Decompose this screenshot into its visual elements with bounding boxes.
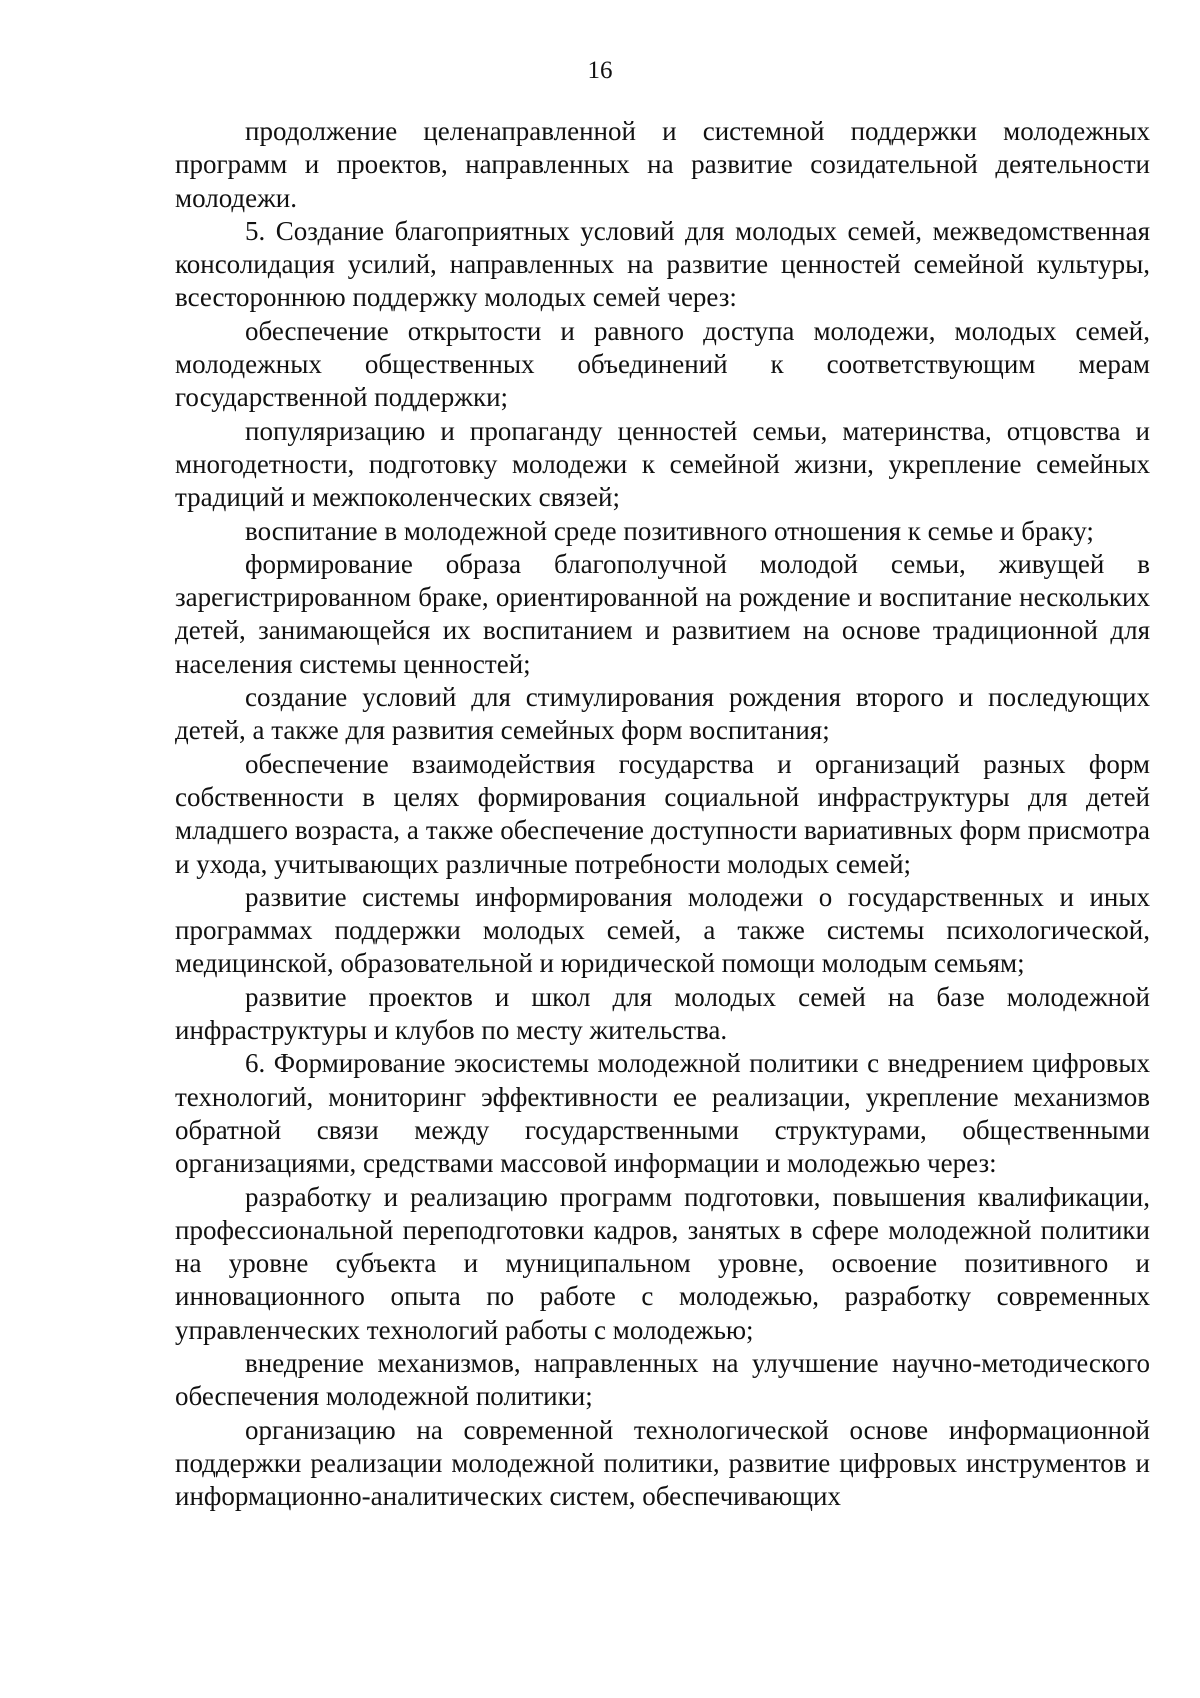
paragraph-6: формирование образа благополучной молодой семьи, живущей в зарегистрированном браке, ориентированной на рождение и воспитание нескольких детей, занимающейся их воспитанием и развитием на основе традиционной для населения системы ценностей; [175, 548, 1150, 679]
page-number: 16 [587, 57, 613, 84]
paragraph-13: внедрение механизмов, направленных на улучшение научно-методического обеспечения молодежной политики; [175, 1347, 1150, 1412]
paragraph-9: развитие системы информирования молодежи о государственных и иных программах поддержки молодых семей, а также системы психологической, медицинской, образовательной и юридической помощи молодым семьям; [175, 881, 1150, 979]
paragraph-10: развитие проектов и школ для молодых семей на базе молодежной инфраструктуры и клубов по месту жительства. [175, 981, 1150, 1046]
paragraph-4: популяризацию и пропаганду ценностей семьи, материнства, отцовства и многодетности, подготовку молодежи к семейной жизни, укрепление семейных традиций и межпоколенческих связей; [175, 415, 1150, 513]
paragraph-3: обеспечение открытости и равного доступа молодежи, молодых семей, молодежных общественных объединений к соответствующим мерам государственной поддержки; [175, 315, 1150, 413]
document-body [175, 115, 1150, 1513]
paragraph-14: организацию на современной технологической основе информационной поддержки реализации молодежной политики, развитие цифровых инструментов и информационно-аналитических систем, обеспечивающих [175, 1414, 1150, 1512]
paragraph-7: создание условий для стимулирования рождения второго и последующих детей, а также для развития семейных форм воспитания; [175, 682, 1150, 746]
paragraph-12: разработку и реализацию программ подготовки, повышения квалификации, профессиональной переподготовки кадров, занятых в сфере молодежной политики на уровне субъекта и муниципальном уровне, освоение позитивного и инновационного опыта по работе с молодежью, разработку современных управленческих технологий работы с молодежью; [175, 1181, 1150, 1345]
paragraph-8: обеспечение взаимодействия государства и организаций разных форм собственности в целях формирования социальной инфраструктуры для детей младшего возраста, а также обеспечение доступности вариативных форм присмотра и ухода, учитывающих различные потребности молодых семей; [175, 748, 1150, 879]
paragraph-2: 5. Создание благоприятных условий для молодых семей, межведомственная консолидация усилий, направленных на развитие ценностей семейной культуры, всестороннюю поддержку молодых семей через: [175, 215, 1150, 313]
paragraph-11: 6. Формирование экосистемы молодежной политики с внедрением цифровых технологий, мониторинг эффективности ее реализации, укрепление механизмов обратной связи между государственными структурами, общественными организациями, средствами массовой информации и молодежью через: [175, 1048, 1150, 1179]
paragraph-1: продолжение целенаправленной и системной поддержки молодежных программ и проектов, направленных на развитие созидательной деятельности молодежи. [175, 116, 1150, 213]
paragraph-5: воспитание в молодежной среде позитивного отношения к семье и браку; [245, 515, 1094, 546]
